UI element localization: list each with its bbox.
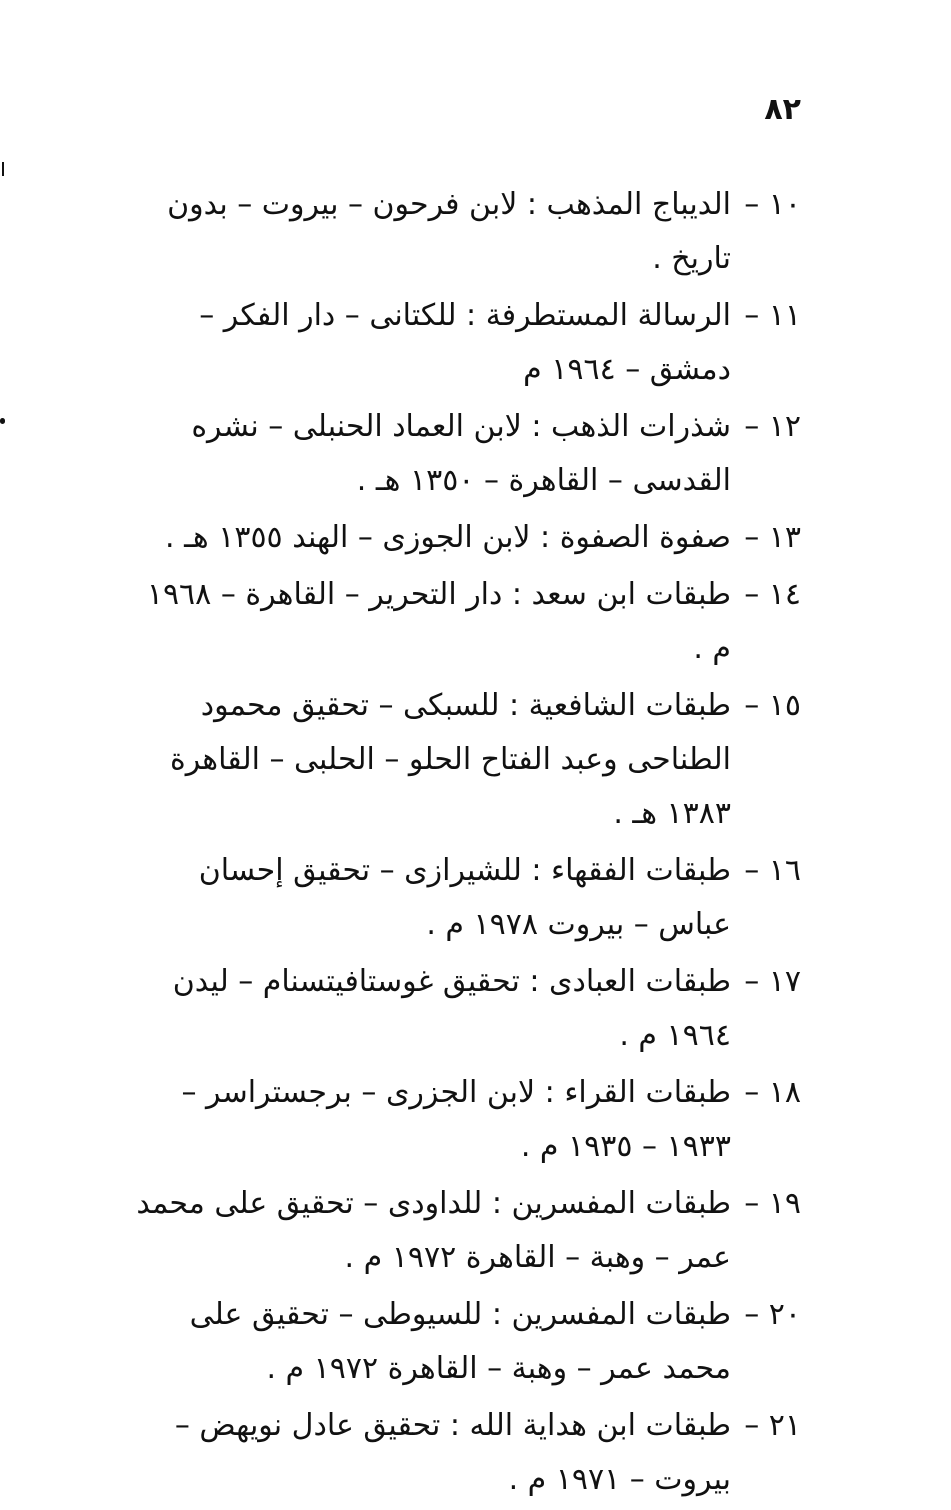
entry-text: الديباج المذهب : لابن فرحون – بيروت – بدون تاريخ .: [167, 187, 731, 276]
list-item: [131, 955, 801, 1063]
entry-text: الرسالة المستطرفة : للكتانى – دار الفكر – دمشق – ١٩٦٤ م: [199, 298, 731, 387]
entry-number: ٢٠ –: [744, 1297, 801, 1332]
list-item: [131, 1066, 801, 1174]
list-item: [131, 178, 801, 286]
entry-number: ١٨ –: [744, 1075, 801, 1110]
entry-number: ١٦ –: [744, 853, 801, 888]
list-item: [131, 511, 801, 565]
list-item: [131, 1399, 801, 1507]
entry-number: ١٠ –: [744, 187, 801, 222]
entry-number: ١٩ –: [744, 1186, 801, 1221]
entry-number: ١٤ –: [744, 577, 801, 612]
list-item: [131, 844, 801, 952]
entry-text: شذرات الذهب : لابن العماد الحنبلى – نشره القدسى – القاهرة – ١٣٥٠ هـ .: [191, 409, 731, 498]
entry-number: ١٥ –: [744, 688, 801, 723]
entry-text: طبقات الشافعية : للسبكى – تحقيق محمود الطناحى وعبد الفتاح الحلو – الحلبى – القاهرة ١٣٨٣ هـ .: [170, 688, 731, 831]
bibliography-list: [131, 178, 801, 1510]
page-number: ٨٢: [764, 92, 801, 127]
list-item: [131, 1177, 801, 1285]
entry-number: ١٣ –: [744, 520, 801, 555]
entry-text: طبقات القراء : لابن الجزرى – برجستراسر – ١٩٣٣ – ١٩٣٥ م .: [181, 1075, 731, 1164]
entry-text: طبقات ابن سعد : دار التحرير – القاهرة – ١٩٦٨ م .: [146, 577, 731, 666]
list-item: [131, 679, 801, 841]
list-item: [131, 1288, 801, 1396]
entry-text: طبقات المفسرين : للسيوطى – تحقيق على محمد عمر – وهبة – القاهرة ١٩٧٢ م .: [189, 1297, 731, 1386]
entry-number: ١١ –: [744, 298, 801, 333]
entry-number: ١٢ –: [744, 409, 801, 444]
list-item: [131, 568, 801, 676]
entry-number: ٢١ –: [744, 1408, 801, 1443]
scan-mark: [2, 162, 4, 176]
entry-text: صفوة الصفوة : لابن الجوزى – الهند ١٣٥٥ هـ .: [165, 520, 731, 555]
entry-text: طبقات العبادى : تحقيق غوستافيتسنام – ليدن ١٩٦٤ م .: [172, 964, 731, 1053]
entry-text: طبقات المفسرين : للداودى – تحقيق على محمد عمر – وهبة – القاهرة ١٩٧٢ م .: [136, 1186, 731, 1275]
list-item: [131, 289, 801, 397]
entry-text: طبقات ابن هداية الله : تحقيق عادل نويهض – بيروت – ١٩٧١ م .: [174, 1408, 731, 1497]
list-item: [131, 400, 801, 508]
entry-text: طبقات الفقهاء : للشيرازى – تحقيق إحسان عباس – بيروت ١٩٧٨ م .: [198, 853, 731, 942]
entry-number: ١٧ –: [744, 964, 801, 999]
scan-mark: [0, 418, 5, 424]
